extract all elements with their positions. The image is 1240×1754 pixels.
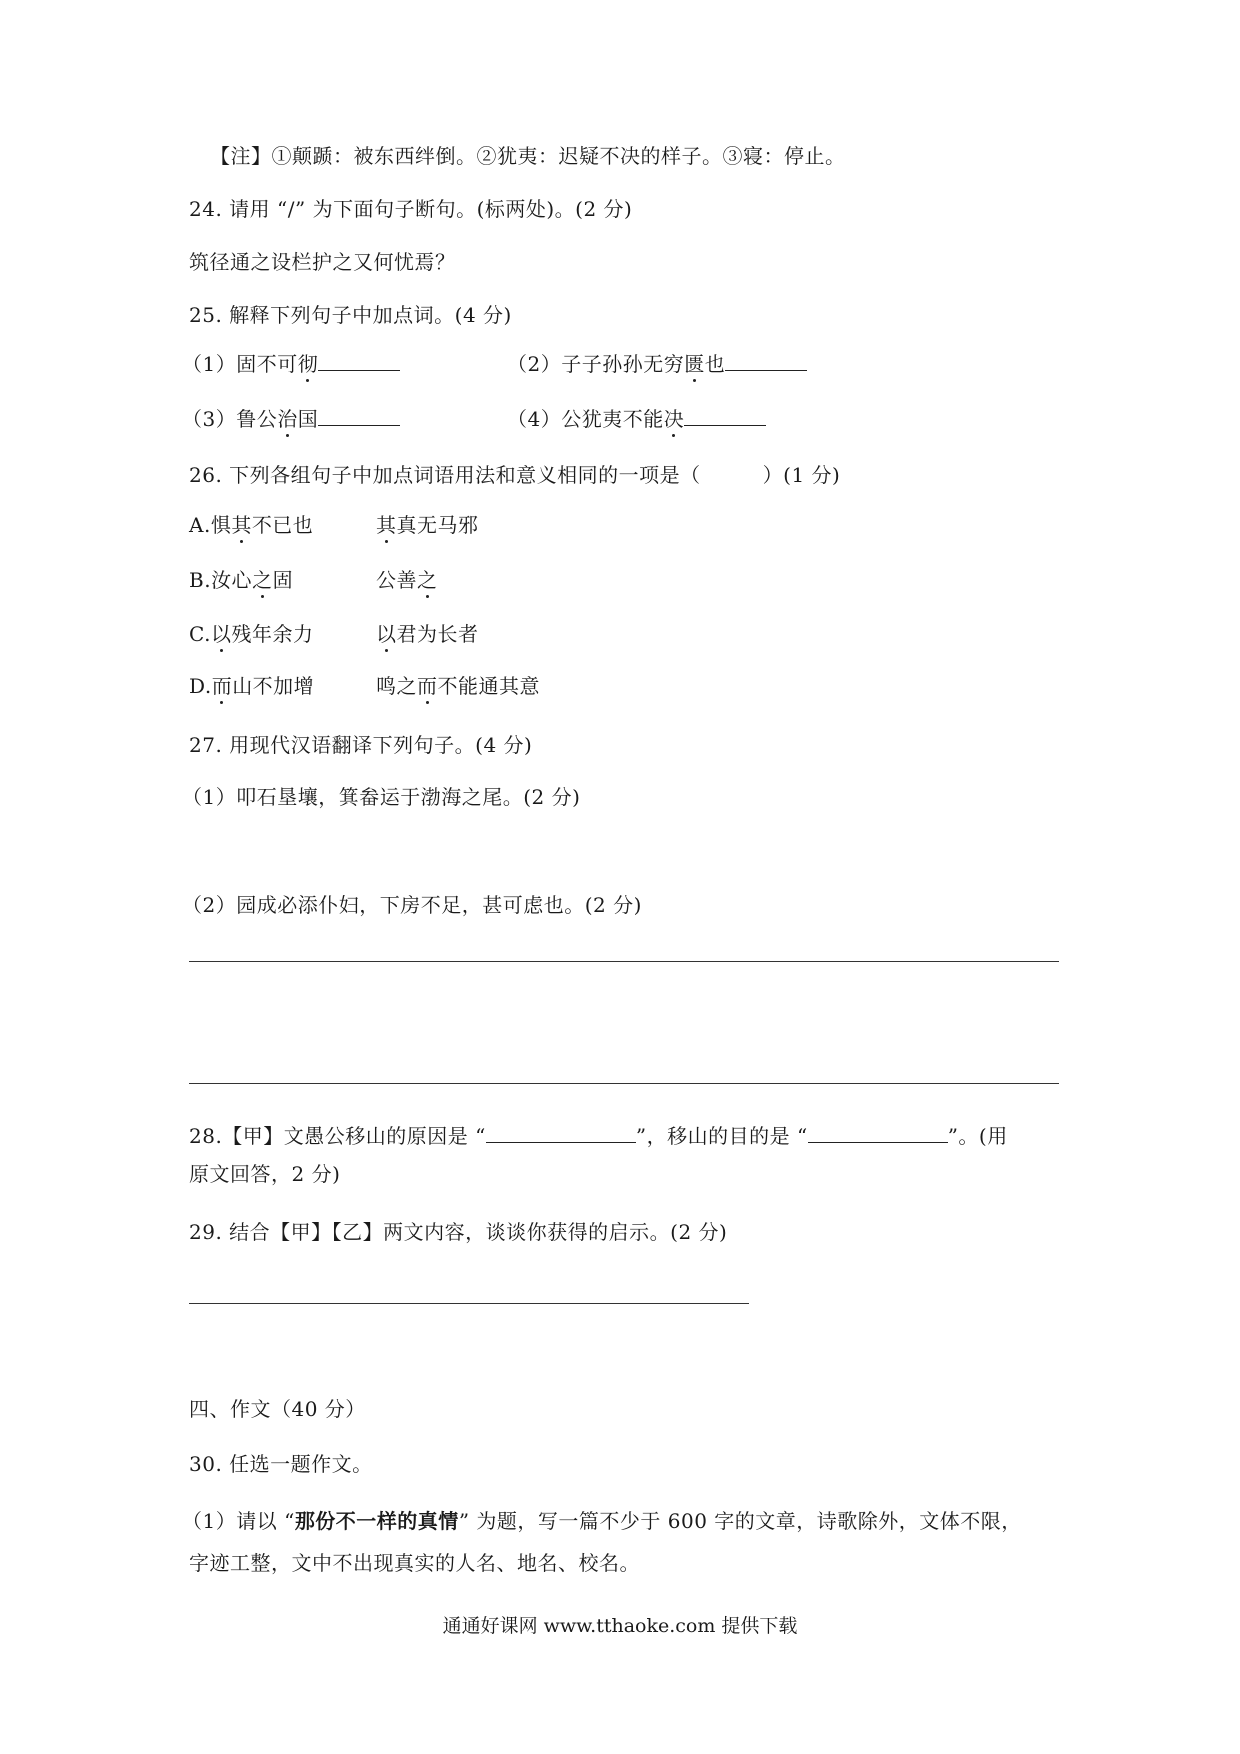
question-30-prompt: 30. 任选一题作文。 [189,1452,373,1476]
answer-blank[interactable] [318,405,400,426]
option-label: C. [189,622,211,646]
question-28-line-1: 28.【甲】文愚公移山的原因是 “ ”，移山的目的是 “ ”。(用 [189,1124,1008,1148]
question-30-option-1: （1）请以 “那份不一样的真情” 为题，写一篇不少于 600 字的文章，诗歌除外，文体不限， [182,1509,1022,1533]
item-text: 子子孙孙无穷 [561,352,685,376]
item-number: （4） [507,407,562,431]
answer-line-27-1[interactable] [189,961,1059,962]
annotation-note: 【注】①颠踬：被东西绊倒。②犹夷：迟疑不决的样子。③寝：停止。 [210,144,846,168]
question-25-item-4 [507,405,766,433]
answer-blank-purpose[interactable] [808,1122,948,1143]
answer-blank[interactable] [318,350,400,371]
item-number: （1） [182,352,237,376]
option-a: A.惧其不已也 [189,513,314,537]
option-label: B. [189,568,212,592]
question-29-prompt: 29. 结合【甲】【乙】两文内容，谈谈你获得的启示。(2 分) [189,1220,728,1244]
question-25-item-1 [182,350,400,378]
answer-line-29[interactable] [189,1303,749,1304]
item-number: （2） [507,352,562,376]
question-27-prompt: 27. 用现代汉语翻译下列句子。(4 分) [189,733,533,757]
question-26-prompt: 26. 下列各组句子中加点词语用法和意义相同的一项是（ ）(1 分) [189,463,841,487]
answer-line-27-2[interactable] [189,1083,1059,1084]
dotted-word: 匮 [684,352,705,376]
question-27-sentence-1: （1）叩石垦壤，箕畚运于渤海之尾。(2 分) [182,785,581,809]
page-footer: 通通好课网 www.tthaoke.com 提供下载 [442,1615,798,1637]
option-d: D.而山不加增 [189,674,315,698]
question-25-prompt: 25. 解释下列句子中加点词。(4 分) [189,303,512,327]
option-d-second: 鸣之而不能通其意 [376,674,540,698]
option-b-second: 公善之 [376,568,438,592]
dotted-word: 决 [663,407,685,431]
question-27-sentence-2: （2）园成必添仆妇，下房不足，甚可虑也。(2 分) [182,893,642,917]
item-text: 公犹夷不能 [561,407,664,431]
question-25-item-3: （3）鲁公治国 [182,405,400,433]
item-text: 鲁公 [236,407,278,431]
answer-blank[interactable] [725,350,807,371]
option-label: A. [189,513,211,537]
question-28-line-2: 原文回答，2 分) [189,1162,341,1186]
option-b: B.汝心之固 [189,568,294,592]
option-label: D. [189,674,212,698]
question-25-item-2: （2）子子孙孙无穷匮也 [507,350,807,378]
dotted-word: 治 [277,407,298,431]
question-24-prompt: 24. 请用 “/” 为下面句子断句。(标两处)。(2 分) [189,197,633,221]
question-30-option-1-cont: 字迹工整，文中不出现真实的人名、地名、校名。 [189,1551,640,1575]
option-c-second: 以君为长者 [376,622,479,646]
essay-title: 那份不一样的真情 [294,1509,459,1533]
item-text: 固不可 [236,352,298,376]
answer-blank[interactable] [684,405,766,426]
option-c: C.以残年余力 [189,622,314,646]
answer-blank-reason[interactable] [486,1122,636,1143]
item-number: （3） [182,407,237,431]
question-24-sentence: 筑径通之设栏护之又何忧焉？ [189,250,456,274]
option-a-second: 其真无马邪 [376,513,479,537]
section-4-heading: 四、作文（40 分） [189,1397,366,1421]
dotted-word: 彻 [297,352,319,376]
